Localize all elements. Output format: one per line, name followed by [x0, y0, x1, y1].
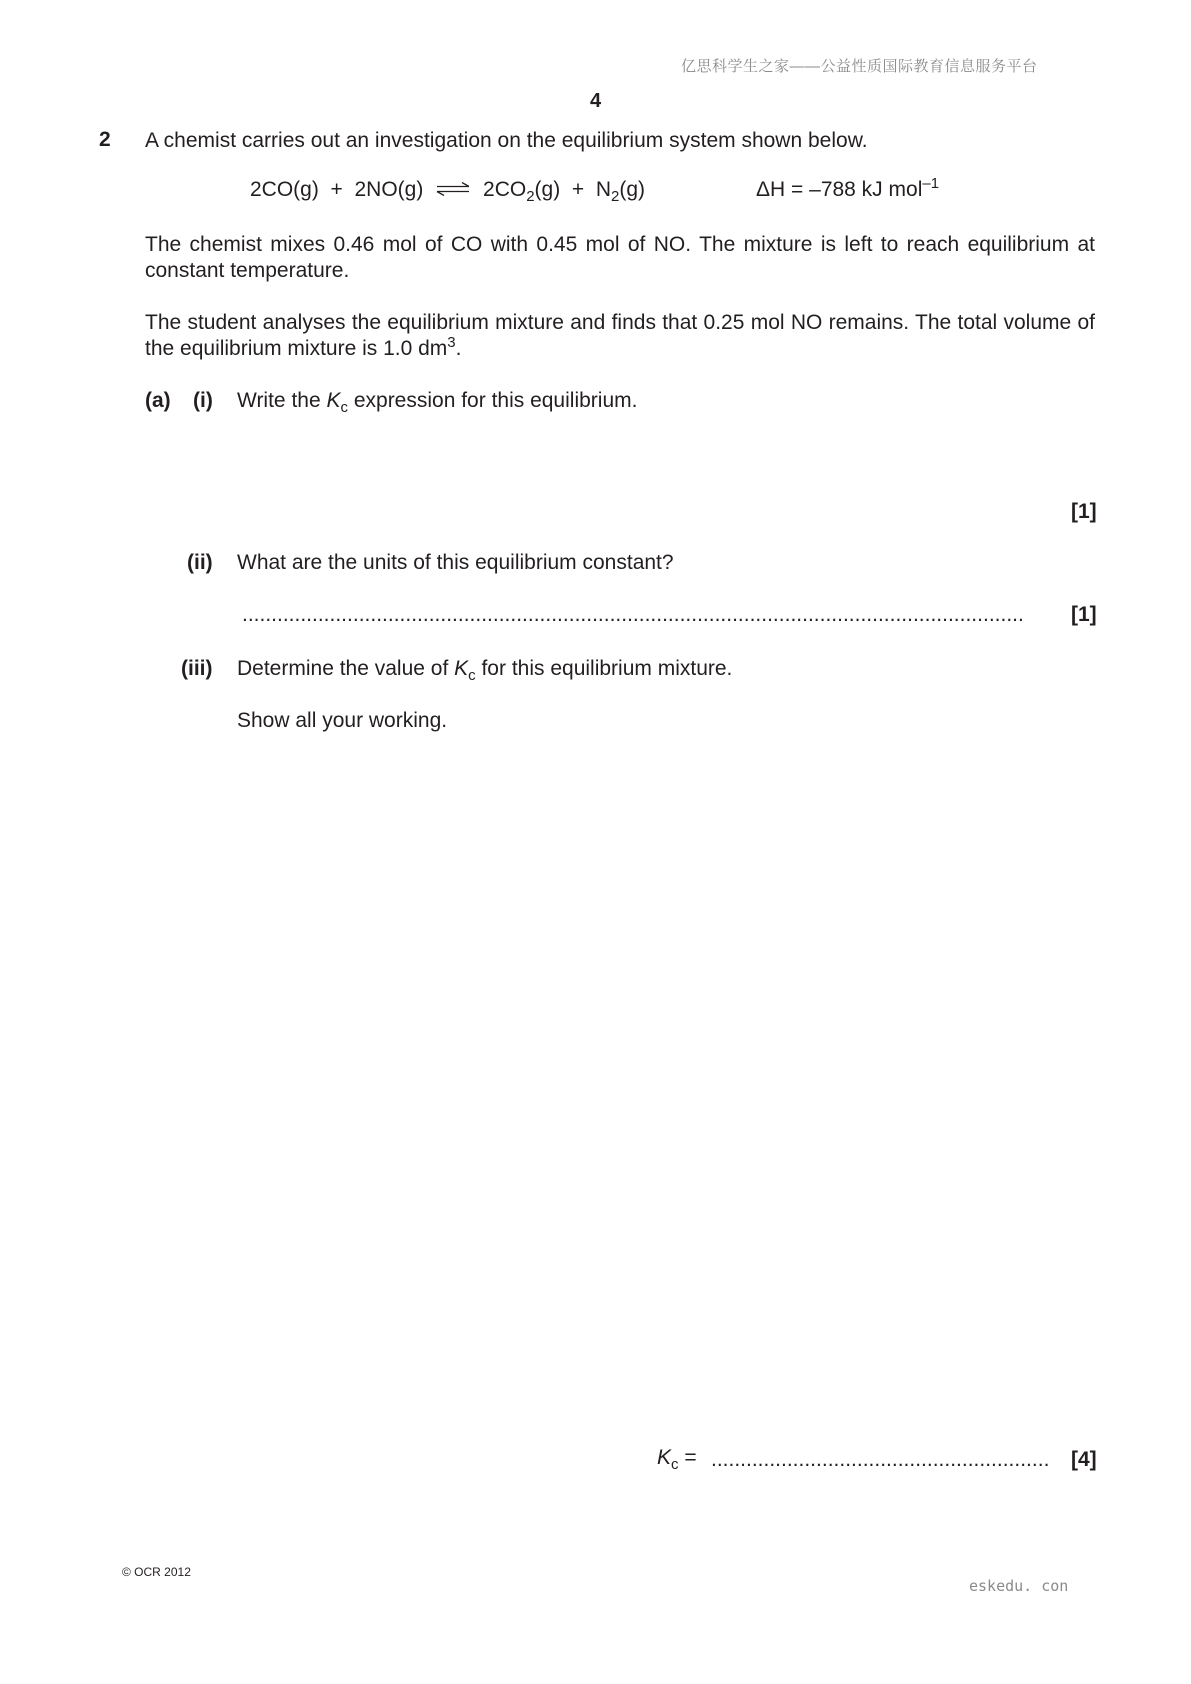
equilibrium-arrow-icon	[435, 178, 471, 202]
question-number: 2	[99, 128, 111, 151]
chemical-equation	[250, 178, 646, 205]
question-intro: A chemist carries out an investigation on the equilibrium system shown below.	[145, 129, 868, 152]
mark-sub-i: [1]	[1071, 500, 1097, 523]
product-n2: $N_2(g)$	[595, 178, 646, 205]
sub-iii-question: Determine the value of $K_c$ for this equilibrium mixture.	[237, 657, 733, 684]
kc-answer-label: $K_c$ =	[657, 1446, 697, 1473]
copyright-notice: © OCR 2012	[122, 1565, 191, 1579]
sub-i-question: Write the $K_c$ expression for this equilibrium.	[237, 389, 638, 416]
reactant-no: 2NO(g)	[354, 178, 424, 201]
part-a-label: (a)	[145, 389, 171, 412]
sub-iii-label: (iii)	[181, 657, 213, 680]
watermark-header: 亿思科学生之家——公益性质国际教育信息服务平台	[681, 58, 1038, 75]
page-number: 4	[589, 90, 602, 112]
sub-i-label: (i)	[193, 389, 213, 412]
sub-ii-label: (ii)	[187, 551, 213, 574]
reactant-co: 2CO(g)	[250, 178, 319, 201]
mark-sub-iii: [4]	[1071, 1448, 1097, 1471]
sub-ii-question: What are the units of this equilibrium constant?	[237, 551, 674, 574]
answer-line-units[interactable]: ......................................................................................................................................	[242, 603, 1024, 626]
product-co2: $2CO_2(g)$	[483, 178, 561, 205]
enthalpy-change: ΔH = –788 kJ mol$^{-1}$	[756, 175, 940, 201]
plus-sign: +	[571, 178, 585, 201]
mark-sub-ii: [1]	[1071, 603, 1097, 626]
working-instruction: Show all your working.	[237, 709, 448, 732]
paragraph-analysis: The student analyses the equilibrium mixture and finds that 0.25 mol NO remains. The total volume of the equilibrium mixture is 1.0 $dm^3$.	[145, 311, 1095, 360]
plus-sign: +	[330, 178, 343, 201]
watermark-footer: eskedu. con	[969, 1577, 1069, 1595]
answer-line-kc[interactable]: ..........................................................	[711, 1448, 1050, 1471]
paragraph-mixture: The chemist mixes 0.46 mol of CO with 0.45 mol of NO. The mixture is left to reach equilibrium at constant temperature.	[145, 233, 1095, 282]
